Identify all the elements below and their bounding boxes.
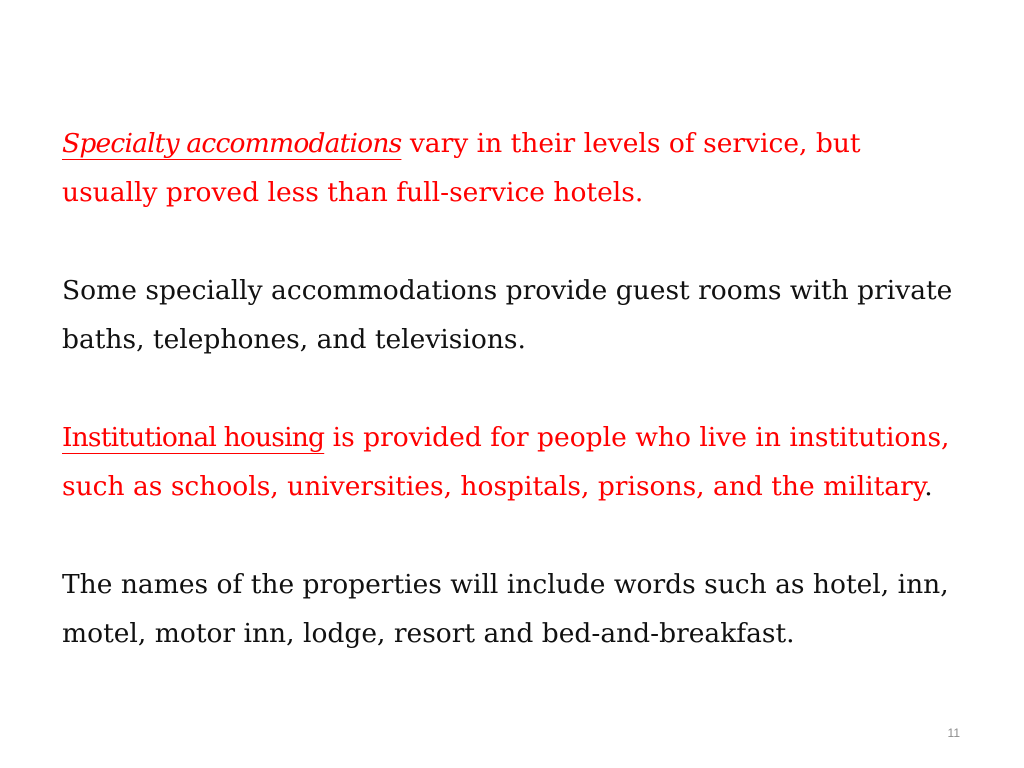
- paragraph-property-names: [62, 560, 962, 658]
- term-specialty-accommodations: Specialty accommodations: [62, 128, 402, 159]
- slide-number: 11: [947, 726, 960, 740]
- paragraph-text: is provided for people who live in institutions, such as schools, universities, hospitals, prisons, and the military: [62, 422, 950, 502]
- paragraph-specialty-accommodations: [62, 119, 962, 217]
- term-institutional-housing: Institutional housing: [62, 422, 325, 453]
- paragraph-text: The names of the properties will include words such as hotel, inn, motel, motor inn, lodge, resort and bed-and-breakfast.: [62, 569, 949, 649]
- paragraph-institutional-housing: [62, 413, 962, 511]
- paragraph-text: vary in their levels of service, but usually proved less than full-service hotels.: [62, 128, 861, 208]
- paragraph-end-period: .: [924, 471, 933, 502]
- paragraph-text: Some specially accommodations provide guest rooms with private baths, telephones, and televisions.: [62, 275, 953, 355]
- paragraph-guest-rooms: [62, 266, 962, 364]
- slide-content: [62, 119, 962, 658]
